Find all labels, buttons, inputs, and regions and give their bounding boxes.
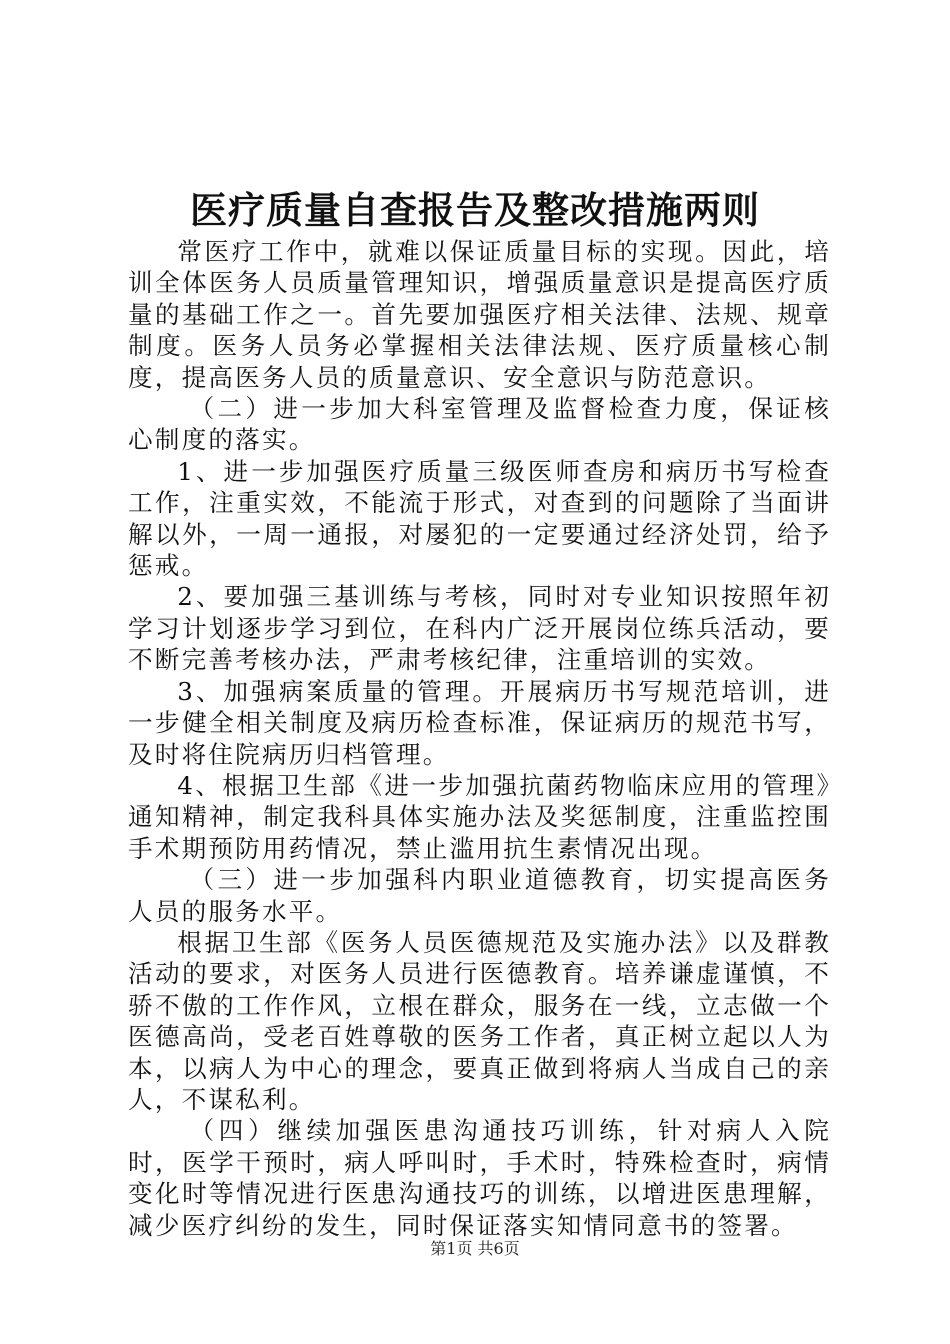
- paragraph-item-2: 2、要加强三基训练与考核，同时对专业知识按照年初学习计划逐步学习到位，在科内广泛开展岗位练兵活动，要不断完善考核办法，严肃考核纪律，注重培训的实效。: [128, 582, 831, 675]
- paragraph-item-3: 3、加强病案质量的管理。开展病历书写规范培训，进一步健全相关制度及病历检查标准，保证病历的规范书写，及时将住院病历归档管理。: [128, 676, 831, 769]
- document-body: [128, 236, 831, 1241]
- paragraph-section-2-heading: （二）进一步加大科室管理及监督检查力度，保证核心制度的落实。: [128, 394, 831, 455]
- paragraph-section-3-heading: （三）进一步加强科内职业道德教育，切实提高医务人员的服务水平。: [128, 865, 831, 926]
- page-footer: 第1页 共6页: [430, 1239, 520, 1258]
- paragraph-item-4: 4、根据卫生部《进一步加强抗菌药物临床应用的管理》通知精神，制定我科具体实施办法及奖惩制度，注重监控围手术期预防用药情况，禁止滥用抗生素情况出现。: [128, 770, 831, 863]
- paragraph-section-4: （四）继续加强医患沟通技巧训练，针对病人入院时，医学干预时，病人呼叫时，手术时，特殊检查时，病情变化时等情况进行医患沟通技巧的训练，以增进医患理解，减少医疗纠纷的发生，同时保证落实知情同意书的签署。: [128, 1116, 831, 1240]
- paragraph-intro: 常医疗工作中，就难以保证质量目标的实现。因此，培训全体医务人员质量管理知识，增强质量意识是提高医疗质量的基础工作之一。首先要加强医疗相关法律、法规、规章制度。医务人员务必掌握相关法律法规、医疗质量核心制度，提高医务人员的质量意识、安全意识与防范意识。: [128, 237, 831, 392]
- document-title: 医疗质量自查报告及整改措施两则: [190, 188, 760, 232]
- paragraph-ethics: 根据卫生部《医务人员医德规范及实施办法》以及群教活动的要求，对医务人员进行医德教育。培养谦虚谨慎，不骄不傲的工作作风，立根在群众，服务在一线，立志做一个医德高尚，受老百姓尊敬的医务工作者，真正树立起以人为本，以病人为中心的理念，要真正做到将病人当成自己的亲人，不谋私利。: [128, 927, 831, 1114]
- paragraph-item-1: 1、进一步加强医疗质量三级医师查房和病历书写检查工作，注重实效，不能流于形式，对查到的问题除了当面讲解以外，一周一通报，对屡犯的一定要通过经济处罚，给予惩戒。: [128, 456, 831, 581]
